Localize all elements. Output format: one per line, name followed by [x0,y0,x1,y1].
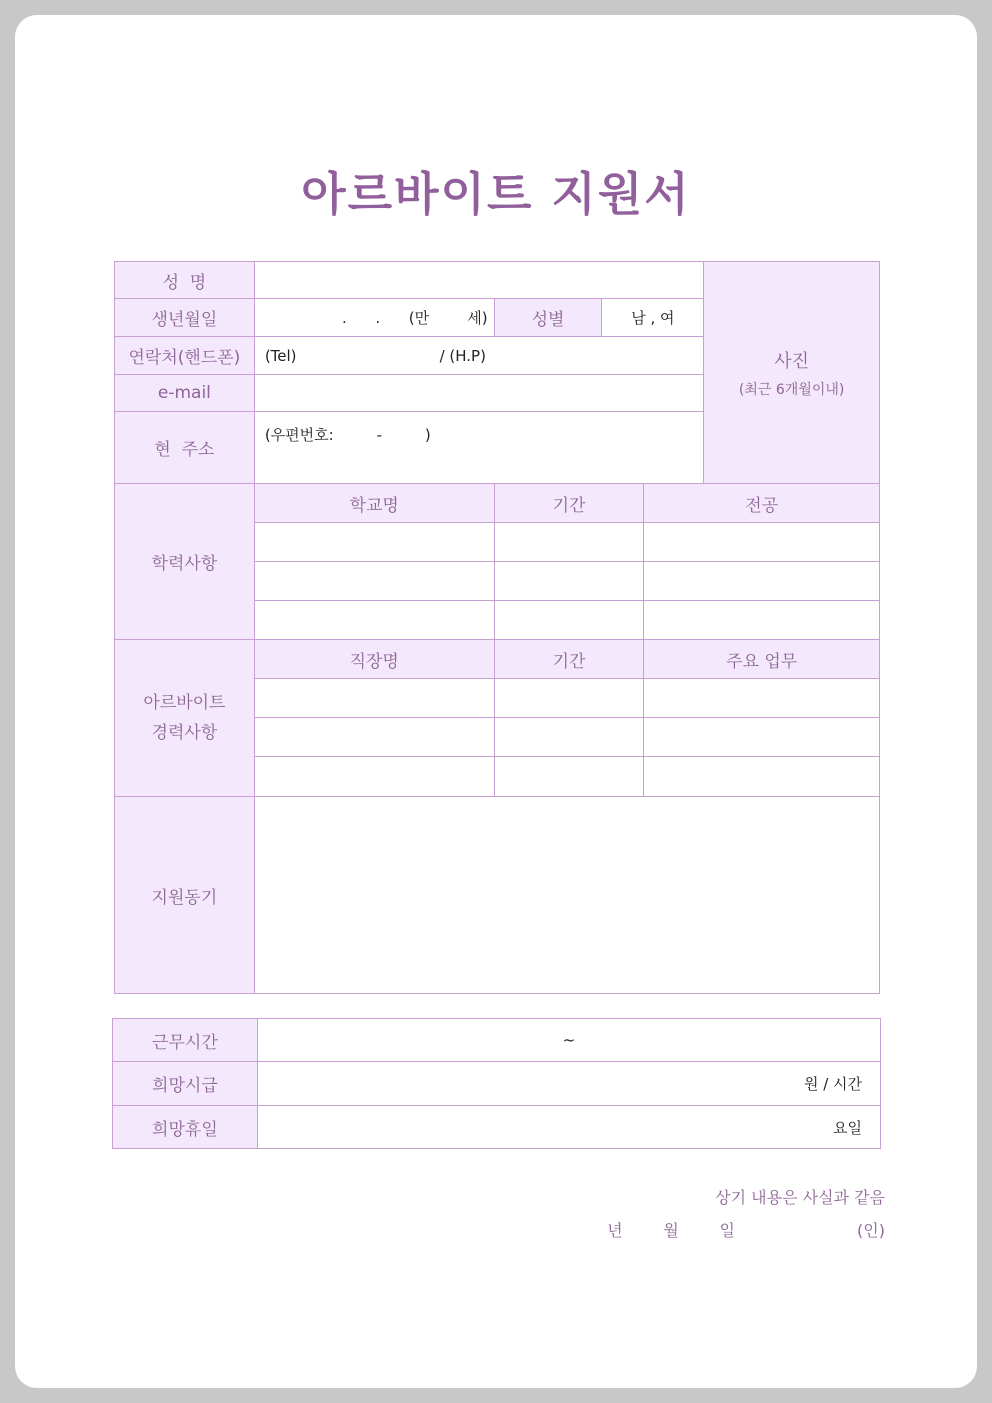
wage-label: 희망시급 [113,1062,258,1106]
photo-label: 사진 [774,350,810,372]
career-header-company: 직장명 [254,640,494,679]
career-cell[interactable] [644,718,880,757]
address-label: 현 주소 [115,412,255,484]
photo-box[interactable] [704,262,880,484]
address-field[interactable]: (우편번호: - ) [254,412,703,484]
education-label: 학력사항 [115,484,255,640]
edu-cell[interactable] [254,523,494,562]
work-conditions-table [112,1018,881,1149]
hours-label: 근무시간 [113,1019,258,1062]
edu-cell[interactable] [254,601,494,640]
career-cell[interactable] [494,718,644,757]
edu-cell[interactable] [254,562,494,601]
career-cell[interactable] [254,679,494,718]
edu-cell[interactable] [644,523,880,562]
edu-cell[interactable] [494,601,644,640]
dayoff-label: 희망휴일 [113,1106,258,1149]
name-field[interactable] [254,262,703,299]
career-cell[interactable] [494,757,644,797]
career-label-line1: 아르바이트 [143,693,226,713]
career-header-duties: 주요 업무 [644,640,880,679]
edu-cell[interactable] [644,562,880,601]
career-cell[interactable] [254,757,494,797]
photo-sublabel: (최근 6개월이내) [738,381,845,398]
name-label: 성 명 [115,262,255,299]
motivation-label: 지원동기 [115,797,255,994]
email-label: e-mail [115,375,255,412]
edu-cell[interactable] [494,562,644,601]
career-cell[interactable] [644,679,880,718]
hours-field[interactable]: ~ [257,1019,880,1062]
edu-cell[interactable] [644,601,880,640]
birth-field[interactable]: . . (만 세) [254,299,494,337]
contact-label: 연락처(핸드폰) [115,337,255,375]
birth-label: 생년월일 [115,299,255,337]
email-field[interactable] [254,375,703,412]
career-cell[interactable] [254,718,494,757]
edu-header-period: 기간 [494,484,644,523]
applicant-table [114,261,880,994]
career-cell[interactable] [644,757,880,797]
career-cell[interactable] [494,679,644,718]
edu-cell[interactable] [494,523,644,562]
gender-label: 성별 [494,299,602,337]
gender-field[interactable]: 남 , 여 [602,299,704,337]
page-title: 아르바이트 지원서 [301,167,691,221]
motivation-field[interactable] [254,797,879,994]
wage-field[interactable]: 원 / 시간 [257,1062,880,1106]
edu-header-major: 전공 [644,484,880,523]
contact-field[interactable]: (Tel) / (H.P) [254,337,703,375]
dayoff-field[interactable]: 요일 [257,1106,880,1149]
career-header-period: 기간 [494,640,644,679]
career-label [115,640,255,797]
statement-text: 상기 내용은 사실과 같음 [715,1188,885,1207]
edu-header-school: 학교명 [254,484,494,523]
career-label-line2: 경력사항 [151,723,218,743]
date-signature-line[interactable]: 년 월 일 (인) [607,1221,885,1240]
